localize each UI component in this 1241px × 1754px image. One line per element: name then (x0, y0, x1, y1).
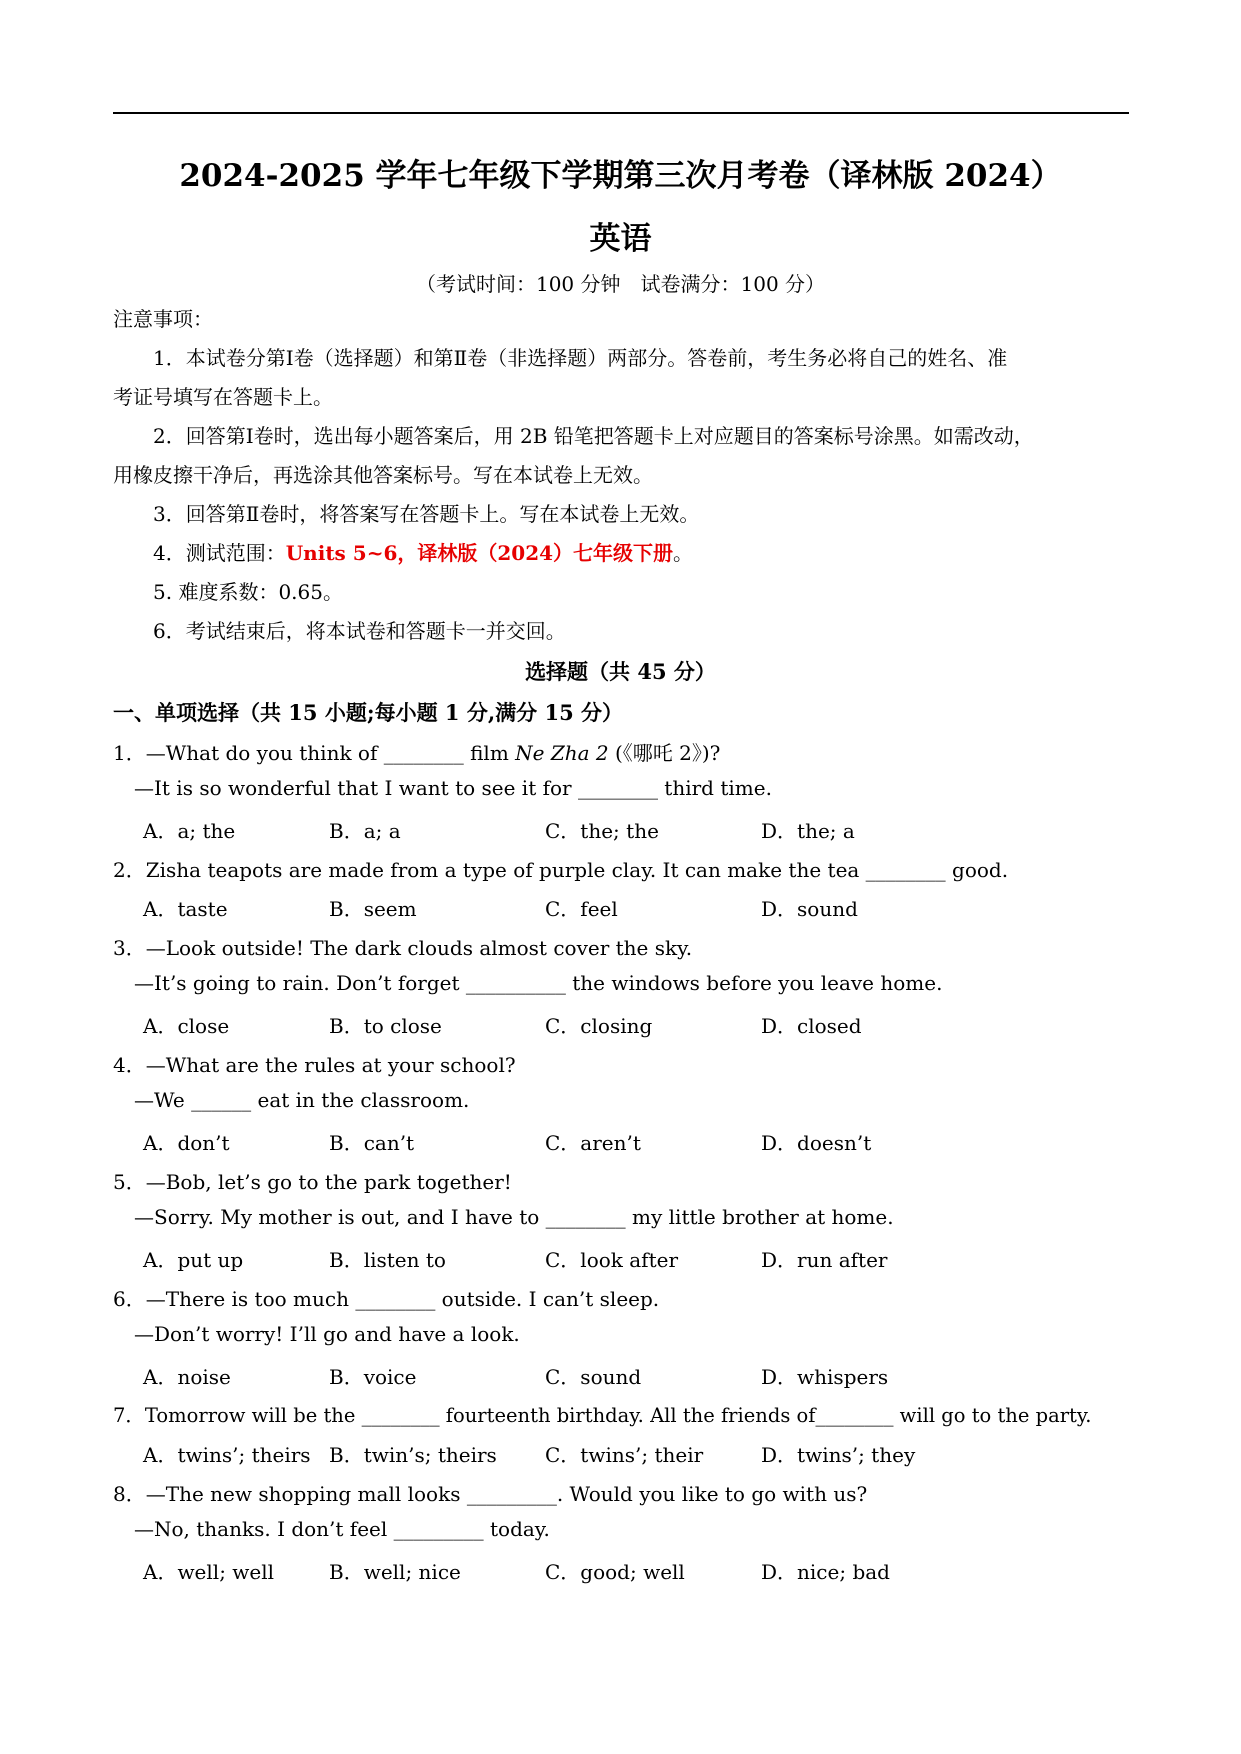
option-1c[interactable]: C．the; the (545, 819, 659, 843)
option-3b[interactable]: B．to close (329, 1014, 442, 1038)
question-3-reply: —It’s going to rain. Don’t forget __________ the windows before you leave home. (134, 971, 943, 995)
question-3-stem: 3．—Look outside! The dark clouds almost cover the sky. (113, 936, 693, 960)
option-7d[interactable]: D．twins’; they (761, 1443, 916, 1467)
test-scope: Units 5~6，译林版（2024）七年级下册 (285, 541, 674, 565)
film-title: Ne Zha 2 (515, 741, 609, 765)
option-8d[interactable]: D．nice; bad (761, 1560, 890, 1584)
note-6: 6．考试结束后，将本试卷和答题卡一并交回。 (153, 619, 566, 643)
part-1-title: 一、单项选择（共 15 小题;每小题 1 分,满分 15 分） (113, 700, 623, 725)
option-8c[interactable]: C．good; well (545, 1560, 685, 1584)
option-3d[interactable]: D．closed (761, 1014, 862, 1038)
question-5-stem: 5．—Bob, let’s go to the park together! (113, 1170, 512, 1194)
section-title: 选择题（共 45 分） (525, 659, 716, 684)
question-4-stem: 4．—What are the rules at your school? (113, 1053, 516, 1077)
question-8-reply: —No, thanks. I don’t feel _________ today. (134, 1517, 550, 1541)
option-7b[interactable]: B．twin’s; theirs (329, 1443, 497, 1467)
option-7a[interactable]: A．twins’; theirs (143, 1443, 311, 1467)
option-8b[interactable]: B．well; nice (329, 1560, 461, 1584)
question-5-reply: —Sorry. My mother is out, and I have to ________ my little brother at home. (134, 1205, 894, 1229)
question-1-reply: —It is so wonderful that I want to see it for ________ third time. (134, 776, 772, 800)
note-4-suffix: 。 (673, 541, 694, 565)
option-8a[interactable]: A．well; well (143, 1560, 275, 1584)
option-2b[interactable]: B．seem (329, 897, 417, 921)
notes-heading: 注意事项： (113, 307, 213, 331)
option-4d[interactable]: D．doesn’t (761, 1131, 872, 1155)
exam-title: 2024-2025 学年七年级下学期第三次月考卷（译林版 2024） (179, 158, 1062, 194)
subject-title: 英语 (589, 221, 652, 257)
note-2-line-1: 2．回答第Ⅰ卷时，选出每小题答案后，用 2B 铅笔把答题卡上对应题目的答案标号涂黑。如需改动， (153, 424, 1034, 448)
option-6c[interactable]: C．sound (545, 1365, 642, 1389)
option-4c[interactable]: C．aren’t (545, 1131, 641, 1155)
option-6a[interactable]: A．noise (143, 1365, 231, 1389)
option-1d[interactable]: D．the; a (761, 819, 855, 843)
option-5a[interactable]: A．put up (143, 1248, 244, 1272)
note-4-prefix: 4．测试范围： (153, 541, 286, 565)
option-5c[interactable]: C．look after (545, 1248, 679, 1272)
question-1-text-b: (《哪吒 2》)? (608, 741, 721, 765)
option-1a[interactable]: A．a; the (143, 819, 236, 843)
question-2-stem: 2．Zisha teapots are made from a type of purple clay. It can make the tea ________ good. (113, 858, 1009, 882)
option-2c[interactable]: C．feel (545, 897, 618, 921)
note-2-line-2: 用橡皮擦干净后，再选涂其他答案标号。写在本试卷上无效。 (113, 463, 653, 487)
option-6b[interactable]: B．voice (329, 1365, 417, 1389)
option-3a[interactable]: A．close (143, 1014, 230, 1038)
header-rule (113, 112, 1129, 114)
exam-meta: （考试时间：100 分钟 试卷满分：100 分） (415, 272, 826, 296)
note-1-line-1: 1．本试卷分第Ⅰ卷（选择题）和第Ⅱ卷（非选择题）两部分。答卷前，考生务必将自己的姓名、准 (153, 346, 1008, 370)
option-1b[interactable]: B．a; a (329, 819, 401, 843)
question-1-stem (113, 737, 720, 766)
question-1-text-a: 1．—What do you think of ________ film (113, 741, 516, 765)
note-1-line-2: 考证号填写在答题卡上。 (113, 385, 333, 409)
question-8-stem: 8．—The new shopping mall looks _________. Would you like to go with us? (113, 1482, 868, 1506)
note-3: 3．回答第Ⅱ卷时，将答案写在答题卡上。写在本试卷上无效。 (153, 502, 700, 526)
question-4-reply: —We ______ eat in the classroom. (134, 1088, 470, 1112)
note-5: 5. 难度系数：0.65。 (153, 580, 343, 604)
option-4a[interactable]: A．don’t (143, 1131, 230, 1155)
option-4b[interactable]: B．can’t (329, 1131, 415, 1155)
option-5d[interactable]: D．run after (761, 1248, 888, 1272)
option-3c[interactable]: C．closing (545, 1014, 653, 1038)
option-2d[interactable]: D．sound (761, 897, 858, 921)
note-4 (153, 539, 693, 567)
question-6-stem: 6．—There is too much ________ outside. I can’t sleep. (113, 1287, 660, 1311)
option-6d[interactable]: D．whispers (761, 1365, 889, 1389)
option-5b[interactable]: B．listen to (329, 1248, 446, 1272)
question-6-reply: —Don’t worry! I’ll go and have a look. (134, 1322, 520, 1346)
question-7-stem: 7．Tomorrow will be the ________ fourteenth birthday. All the friends of________ will go to the party. (113, 1404, 1092, 1427)
option-2a[interactable]: A．taste (143, 897, 228, 921)
option-7c[interactable]: C．twins’; their (545, 1443, 704, 1467)
